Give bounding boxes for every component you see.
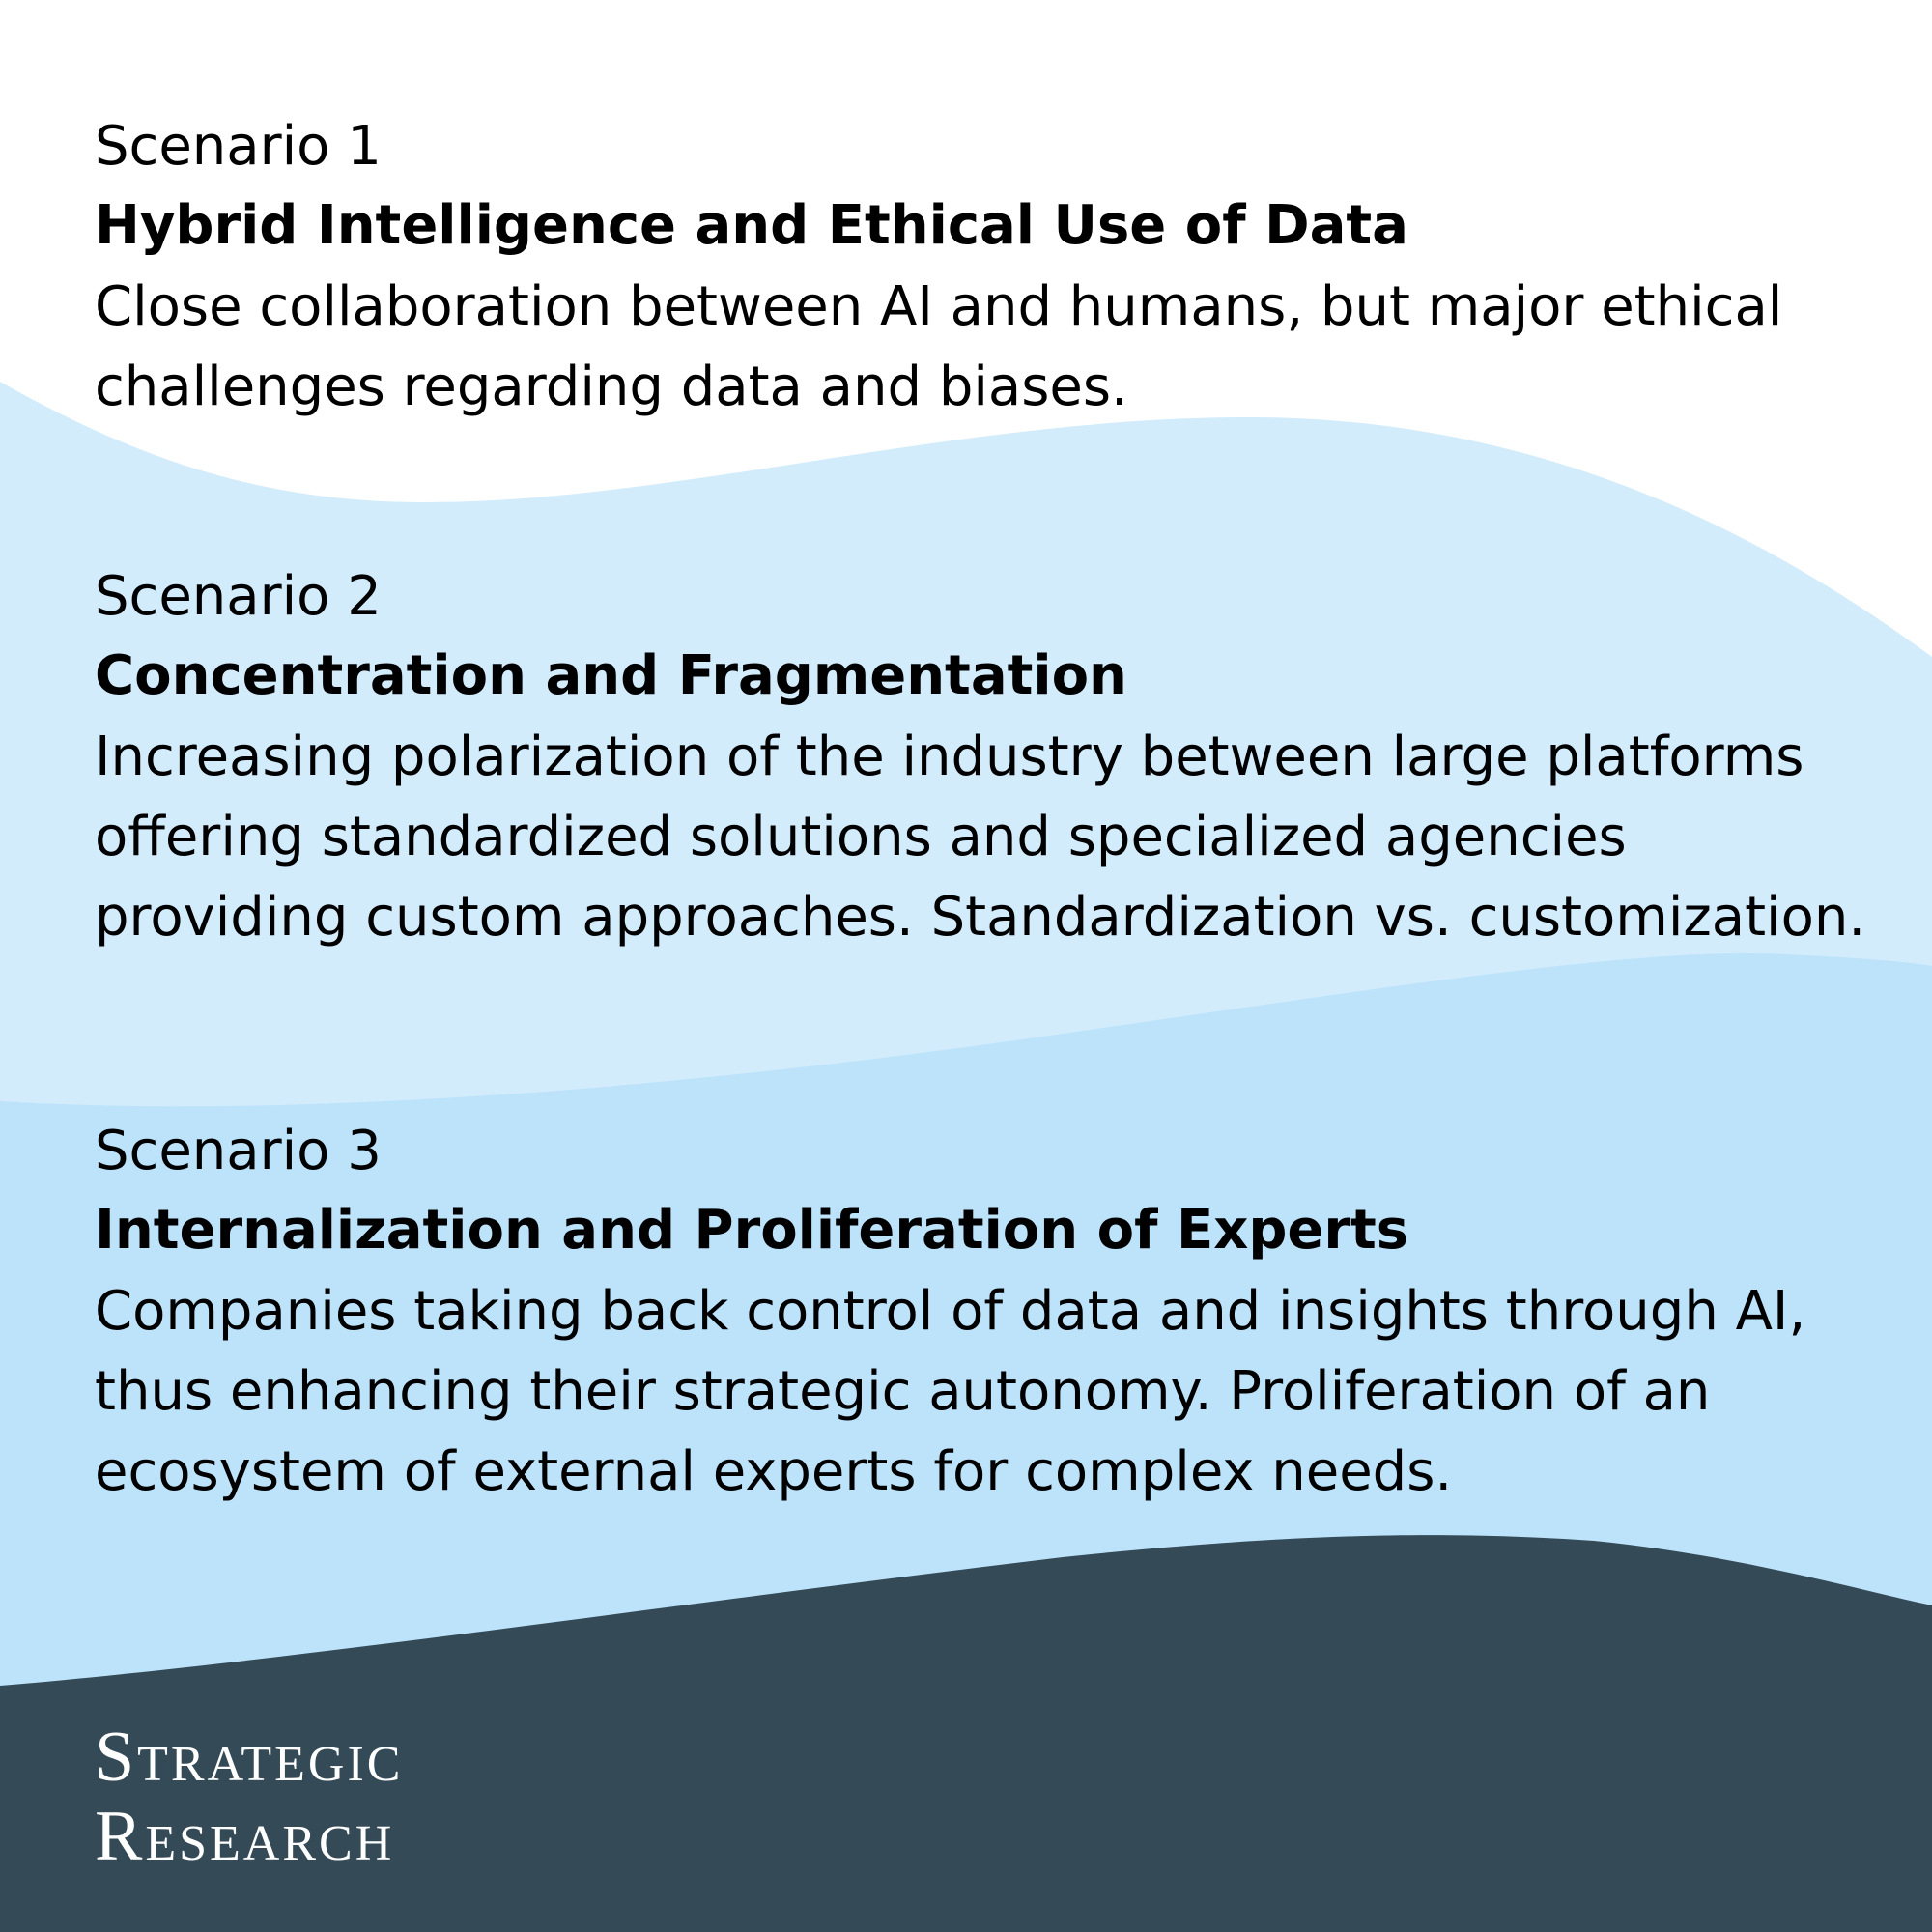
brand-line-2: Research [95, 1797, 395, 1876]
brand-line-1: Strategic [95, 1718, 404, 1797]
scenario-title: Hybrid Intelligence and Ethical Use of Data [95, 194, 1408, 257]
scenario-title: Internalization and Proliferation of Experts [95, 1199, 1409, 1262]
scenario-label: Scenario 2 [95, 565, 382, 628]
scenario-description: Companies taking back control of data and insights through AI, thus enhancing their strategic autonomy. Proliferation of an ecosystem of external experts for complex needs. [95, 1280, 1806, 1503]
scenario-1 [95, 108, 1891, 427]
scenario-description: Close collaboration between AI and humans, but major ethical challenges regarding data and biases. [95, 275, 1783, 418]
scenario-title: Concentration and Fragmentation [95, 644, 1127, 707]
scenario-3 [95, 1113, 1891, 1512]
scenario-description: Increasing polarization of the industry between large platforms offering standardized solutions and specialized agencies providing custom approaches. Standardization vs. customization. [95, 725, 1866, 949]
scenario-label: Scenario 3 [95, 1120, 382, 1182]
brand-logo [95, 1718, 403, 1876]
scenario-2 [95, 558, 1891, 957]
scenario-label: Scenario 1 [95, 115, 382, 178]
